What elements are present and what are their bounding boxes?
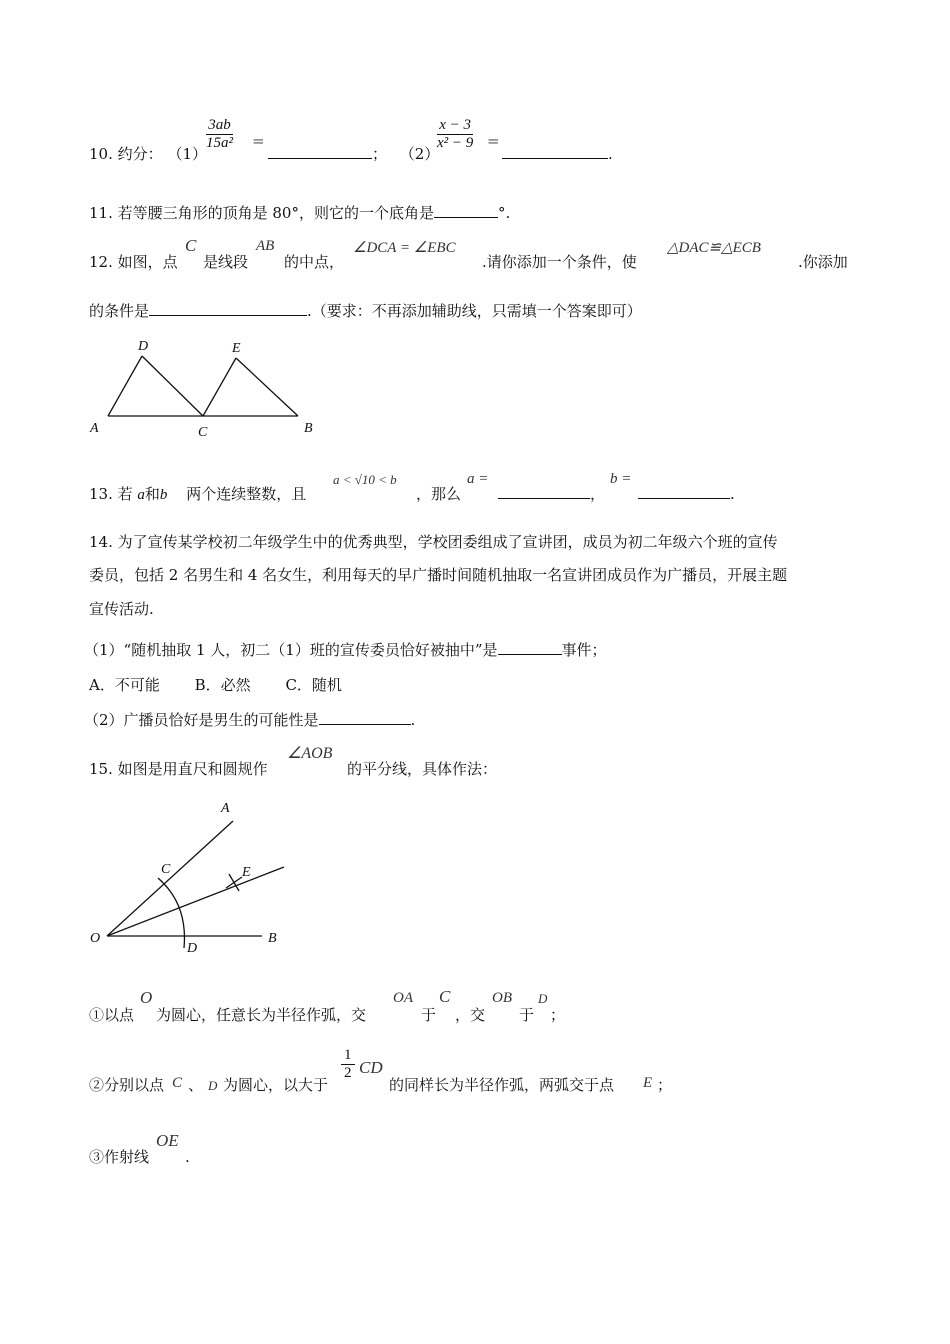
q15-step1-d: ，交 xyxy=(455,1006,486,1024)
q14-option-a[interactable]: A．不可能 xyxy=(89,676,160,694)
q11-end: °. xyxy=(497,204,511,222)
q15-step2-d-text: ； xyxy=(657,1076,673,1094)
q15-step2-b: 为圆心，以大于 xyxy=(223,1076,329,1094)
q13-inequality: a < √10 < b xyxy=(333,472,397,487)
q11-line xyxy=(89,203,510,223)
q10-number: 10. xyxy=(89,145,113,163)
q13-answer-b-line xyxy=(638,484,735,504)
q14-sub1-text: （1）“随机抽取 1 人，初二（1）班的宣传委员恰好被抽中”是 xyxy=(84,641,498,659)
q10-equals-1: = xyxy=(252,132,265,150)
q15-step1-o: O xyxy=(140,988,153,1007)
q12-text-c: 的中点， xyxy=(284,253,345,271)
q10-fraction-1-denominator: 15a² xyxy=(206,135,233,151)
q11-answer-blank[interactable] xyxy=(434,203,498,218)
q11-text: 11. 若等腰三角形的顶角是 80°，则它的一个底角是 xyxy=(89,204,434,222)
q15-step2-a: ②分别以点 xyxy=(89,1076,165,1094)
q14-sub1-blank[interactable] xyxy=(498,640,562,655)
q12-text-e: .你添加 xyxy=(798,253,848,271)
q15-step1-c: 于 xyxy=(421,1006,437,1024)
q10-separator: ； xyxy=(372,145,388,163)
q14-line-2: 委员，包括 2 名男生和 4 名女生，利用每天的早广播时间随机抽取一名宣讲团成员作为广播员，开展主题 xyxy=(89,566,788,584)
q12-segment-ab: AB xyxy=(256,238,275,254)
q15-step1-e: 于 xyxy=(519,1006,535,1024)
q10-answer-2-line xyxy=(502,144,613,164)
q15-figure xyxy=(86,796,296,960)
q14-line-1: 14. 为了宣传某学校初二年级学生中的优秀典型，学校团委组成了宣讲团，成员为初二年级六个班的宣传 xyxy=(89,533,778,551)
q14-line-3: 宣传活动. xyxy=(89,600,154,618)
q15-step2-e: E xyxy=(643,1075,653,1091)
q12-angle-equation: ∠DCA = ∠EBC xyxy=(353,240,456,256)
q12-line-ce xyxy=(203,358,236,416)
q10-label: 约分： xyxy=(117,145,163,163)
q14-sub1 xyxy=(84,640,607,660)
q10-fraction-1 xyxy=(206,117,233,152)
q13-var-a: a xyxy=(137,487,145,503)
q13-answer-a-line xyxy=(498,484,605,504)
q12-label-b: B xyxy=(304,421,313,436)
q15-ray-oe xyxy=(107,867,284,936)
q15-step3-b: . xyxy=(185,1148,190,1166)
q15-label-e: E xyxy=(242,865,251,880)
q12-line-2 xyxy=(89,301,642,321)
q12-line-1 xyxy=(89,252,178,272)
q10-line xyxy=(89,144,207,164)
q13-line xyxy=(89,484,306,505)
q15-step2-cd: CD xyxy=(359,1058,383,1077)
q15-ray-oa xyxy=(107,821,233,936)
q13-answer-b-blank[interactable] xyxy=(638,484,730,499)
q15-label-b: B xyxy=(268,931,277,946)
q15-text-a: 15. 如图是用直尺和圆规作 xyxy=(89,760,268,778)
q15-line xyxy=(89,759,268,779)
q13-text-a: 13. 若 xyxy=(89,485,133,503)
q15-step1-f: ； xyxy=(550,1006,566,1024)
q15-label-d: D xyxy=(187,941,198,956)
q12-text-b: 是线段 xyxy=(203,253,249,271)
q10-fraction-1-numerator: 3ab xyxy=(206,117,233,135)
q12-line-dc xyxy=(142,356,203,416)
q15-text-b: 的平分线，具体作法： xyxy=(347,760,498,778)
q10-answer-1-line xyxy=(268,144,439,164)
q15-step2-sep: 、 xyxy=(188,1076,204,1094)
q15-step1-c-point: C xyxy=(439,987,451,1006)
q12-label-c: C xyxy=(198,425,208,440)
q12-figure xyxy=(86,330,326,442)
q12-congruence: △DAC≌△ECB xyxy=(667,240,761,256)
q14-sub2 xyxy=(84,710,415,730)
q12-line2-b: .（要求：不再添加辅助线，只需填一个答案即可） xyxy=(307,302,642,320)
q15-label-a: A xyxy=(221,801,230,816)
q15-label-c: C xyxy=(161,862,171,877)
q15-step2-c: C xyxy=(172,1075,183,1091)
q10-end: . xyxy=(608,145,613,163)
q14-sub2-blank[interactable] xyxy=(319,710,411,725)
q13-and: 和 xyxy=(144,485,160,503)
q15-step2-c-text: 的同样长为半径作弧，两弧交于点 xyxy=(389,1076,615,1094)
q13-end: . xyxy=(730,485,735,503)
q12-line-ad xyxy=(108,356,142,416)
q14-sub1-end: 事件； xyxy=(561,641,607,659)
q14-sub2-end: . xyxy=(410,711,416,729)
q15-step2-d: D xyxy=(208,1078,218,1093)
q15-angle-aob: ∠AOB xyxy=(287,745,333,762)
q10-fraction-2-numerator: x − 3 xyxy=(437,117,473,135)
q15-step1-b: 为圆心，任意长为半径作弧，交 xyxy=(156,1006,367,1024)
q13-a-equals: a = xyxy=(467,471,489,487)
q10-part2-label: （2） xyxy=(399,145,440,163)
q15-step1-d-point: D xyxy=(538,991,548,1006)
q12-label-a: A xyxy=(90,421,99,436)
q12-text-a: 12. 如图，点 xyxy=(89,253,178,271)
q12-label-e: E xyxy=(232,341,241,356)
q14-options xyxy=(89,675,342,695)
q12-line2-a: 的条件是 xyxy=(89,302,150,320)
q12-point-c: C xyxy=(185,236,197,255)
q12-answer-blank[interactable] xyxy=(149,301,307,316)
q10-fraction-2 xyxy=(437,117,473,152)
q15-step1-a: ①以点 xyxy=(89,1006,135,1024)
q15-step2-half-den: 2 xyxy=(344,1065,352,1081)
q14-option-c[interactable]: C．随机 xyxy=(285,676,342,694)
q13-var-b: b xyxy=(159,487,168,503)
q12-line-eb xyxy=(236,358,298,416)
q13-comma: ， xyxy=(590,485,606,503)
q12-text-d: .请你添加一个条件，使 xyxy=(482,253,637,271)
q13-text-b: 两个连续整数，且 xyxy=(186,485,307,503)
q10-part1-label: （1） xyxy=(167,145,207,163)
q12-label-d: D xyxy=(138,339,149,354)
q15-step1-ob: OB xyxy=(492,990,512,1006)
q10-answer-2-blank[interactable] xyxy=(502,144,608,159)
q10-fraction-2-denominator: x² − 9 xyxy=(437,135,474,151)
q15-label-o: O xyxy=(90,931,101,946)
q15-arc-cd xyxy=(158,878,184,948)
q15-step1-oa: OA xyxy=(393,990,413,1006)
q15-step3-a: ③作射线 xyxy=(89,1148,150,1166)
q13-answer-a-blank[interactable] xyxy=(498,484,590,499)
q10-equals-2: = xyxy=(487,132,500,150)
q14-sub2-text: （2）广播员恰好是男生的可能性是 xyxy=(84,711,319,729)
q15-step3-oe: OE xyxy=(156,1131,179,1150)
q13-text-c: ，那么 xyxy=(416,485,462,503)
q14-option-b[interactable]: B．必然 xyxy=(194,676,251,694)
q15-step2-half-num: 1 xyxy=(341,1047,355,1065)
q13-b-equals: b = xyxy=(610,471,632,487)
q10-answer-1-blank[interactable] xyxy=(268,144,372,159)
q15-step2-half xyxy=(341,1047,355,1082)
